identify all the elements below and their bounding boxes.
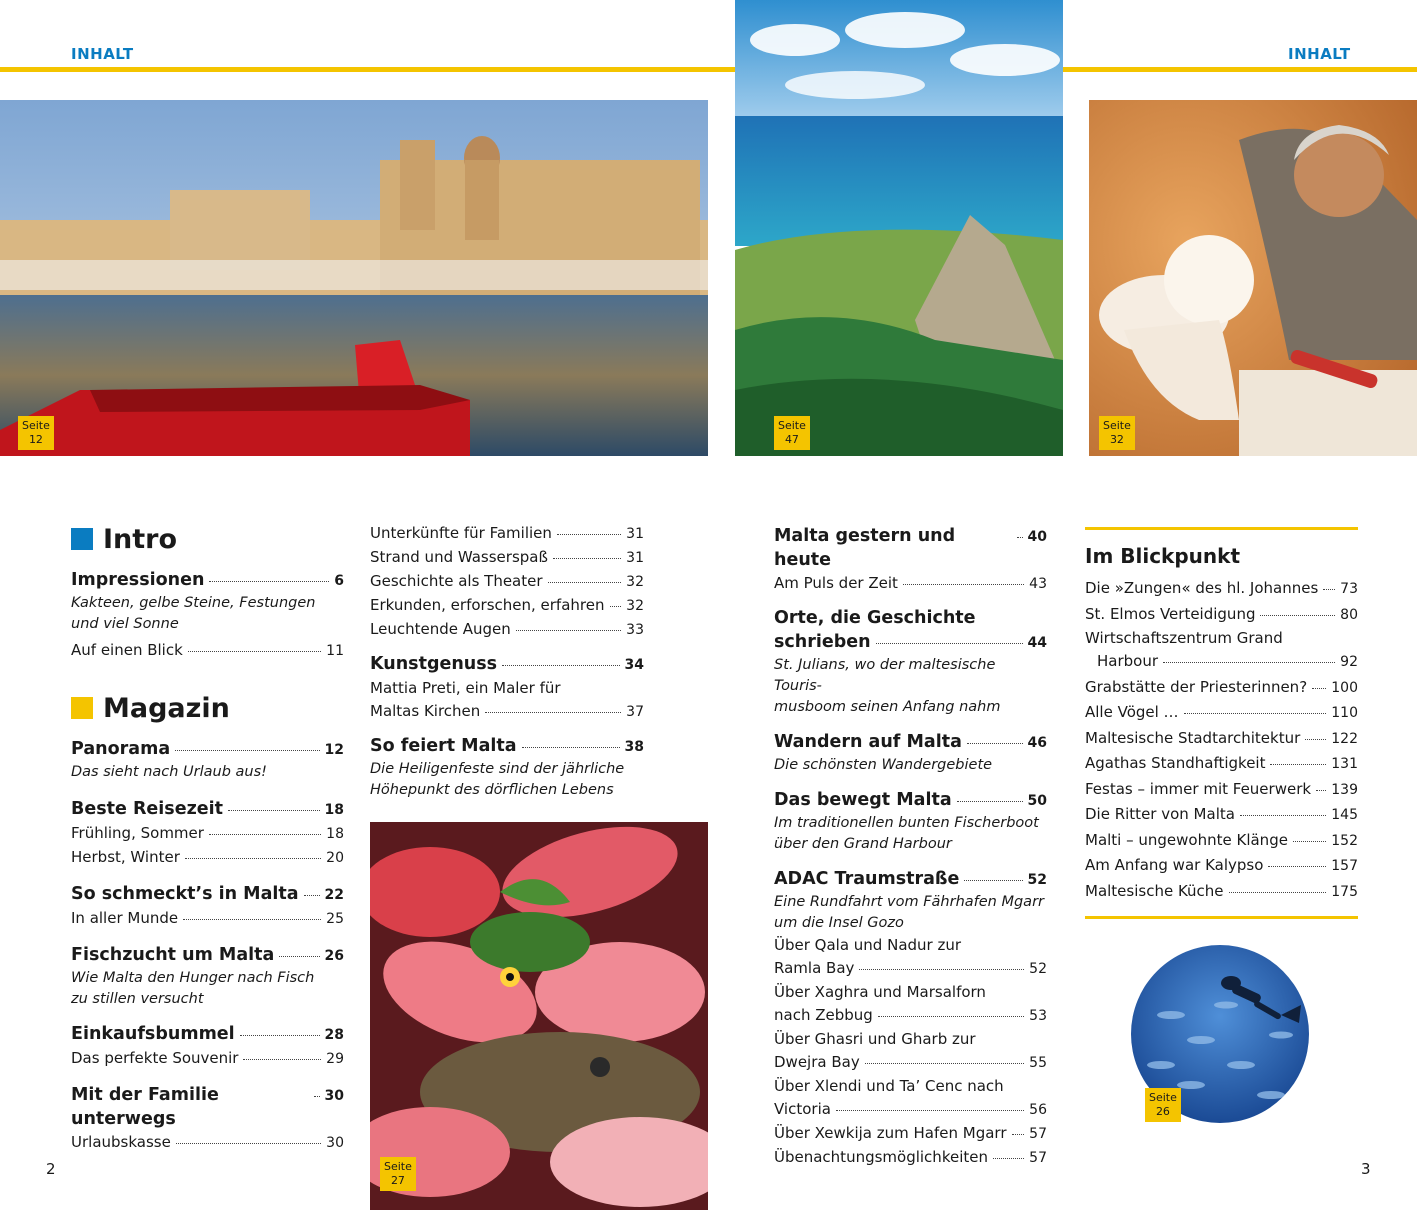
entry-title: Fischzucht um Malta bbox=[71, 945, 275, 965]
entry-page: 139 bbox=[1331, 781, 1358, 798]
toc-entry[interactable] bbox=[774, 1051, 1047, 1075]
entry-title: Maltesische Stadtarchitektur bbox=[1085, 728, 1301, 747]
toc-entry[interactable] bbox=[370, 652, 644, 677]
entry-page: 18 bbox=[324, 802, 344, 818]
entry-desc: und viel Sonne bbox=[71, 616, 179, 632]
entry-page: 73 bbox=[1340, 581, 1358, 597]
harbour-photo bbox=[0, 100, 708, 456]
entry-desc: Die schönsten Wandergebiete bbox=[774, 757, 993, 773]
section-marker bbox=[71, 528, 93, 550]
badge-page: 27 bbox=[390, 1174, 405, 1187]
entry-page: 33 bbox=[626, 622, 644, 638]
entry-page: 57 bbox=[1029, 1126, 1047, 1142]
sculptor-photo bbox=[1089, 100, 1417, 456]
toc-entry[interactable] bbox=[774, 1004, 1047, 1028]
toc-entry[interactable] bbox=[370, 618, 644, 642]
entry-title: Orte, die Geschichte bbox=[774, 608, 976, 628]
entry-title: Übenachtungsmöglichkeiten bbox=[774, 1148, 988, 1166]
entry-title: Malti – ungewohnte Klänge bbox=[1085, 830, 1288, 849]
entry-title: Über Xaghra und Marsalforn bbox=[774, 983, 986, 1001]
entry-title: ADAC Traumstraße bbox=[774, 869, 960, 889]
entry-title: Wirtschaftszentrum Grand bbox=[1085, 629, 1283, 647]
toc-entry[interactable] bbox=[774, 630, 1047, 655]
toc-entry[interactable] bbox=[1085, 675, 1358, 701]
toc-entry[interactable] bbox=[774, 1098, 1047, 1122]
page-badge bbox=[18, 416, 54, 450]
entry-title: Über Xewkija zum Hafen Mgarr bbox=[774, 1124, 1007, 1142]
entry-title: Harbour bbox=[1097, 652, 1159, 670]
entry-page: 32 bbox=[626, 574, 644, 590]
entry-title: So schmeckt’s in Malta bbox=[71, 884, 299, 904]
toc-column-4 bbox=[1085, 527, 1358, 919]
entry-title: In aller Munde bbox=[71, 909, 179, 927]
toc-entry[interactable] bbox=[1085, 777, 1358, 803]
entry-title: Ramla Bay bbox=[774, 959, 855, 977]
toc-entry[interactable] bbox=[1085, 649, 1358, 675]
toc-entry[interactable] bbox=[370, 570, 644, 594]
entry-page: 175 bbox=[1331, 883, 1358, 900]
entry-title: Über Qala und Nadur zur bbox=[774, 936, 962, 954]
entry-title: Kunstgenuss bbox=[370, 654, 498, 674]
entry-page: 11 bbox=[326, 643, 344, 659]
entry-page: 56 bbox=[1029, 1102, 1047, 1118]
entry-page: 6 bbox=[334, 573, 344, 589]
entry-title: Über Xlendi und Ta’ Cenc nach bbox=[774, 1077, 1004, 1095]
box-rule-bottom bbox=[1085, 916, 1358, 919]
page-number-right: 3 bbox=[1361, 1160, 1371, 1178]
entry-page: 25 bbox=[326, 911, 344, 927]
entry-page: 20 bbox=[326, 850, 344, 866]
toc-entry[interactable] bbox=[370, 522, 644, 546]
entry-title: Victoria bbox=[774, 1100, 831, 1118]
entry-title: nach Zebbug bbox=[774, 1006, 873, 1024]
section-magazin bbox=[71, 693, 344, 723]
badge-label: Seite bbox=[778, 419, 806, 432]
toc-entry[interactable] bbox=[774, 867, 1047, 892]
entry-page: 157 bbox=[1331, 858, 1358, 874]
entry-title: Maltas Kirchen bbox=[370, 702, 481, 720]
badge-label: Seite bbox=[384, 1160, 412, 1173]
entry-title: Dwejra Bay bbox=[774, 1053, 860, 1071]
toc-column-2 bbox=[370, 522, 644, 801]
badge-page: 32 bbox=[1109, 433, 1124, 446]
section-title: Magazin bbox=[103, 692, 230, 724]
toc-entry[interactable] bbox=[71, 797, 344, 822]
entry-title: Alle Vögel … bbox=[1085, 703, 1179, 721]
entry-title: Grabstätte der Priesterinnen? bbox=[1085, 677, 1308, 696]
entry-page: 55 bbox=[1029, 1055, 1047, 1071]
page-badge bbox=[380, 1157, 416, 1191]
section-marker bbox=[71, 697, 93, 719]
entry-title: Auf einen Blick bbox=[71, 641, 183, 659]
entry-title: Malta gestern und heute bbox=[774, 526, 956, 570]
entry-title: Die Ritter von Malta bbox=[1085, 805, 1235, 823]
entry-page: 57 bbox=[1029, 1150, 1047, 1166]
badge-page: 26 bbox=[1155, 1105, 1170, 1118]
page-number-left: 2 bbox=[46, 1160, 56, 1178]
entry-title: Panorama bbox=[71, 739, 171, 759]
toc-entry[interactable] bbox=[1085, 879, 1358, 905]
box-rule-top bbox=[1085, 527, 1358, 530]
entry-desc: musboom seinen Anfang nahm bbox=[774, 699, 1001, 715]
toc-entry[interactable] bbox=[71, 1022, 344, 1047]
entry-desc: über den Grand Harbour bbox=[774, 836, 952, 852]
toc-entry[interactable] bbox=[774, 572, 1047, 596]
entry-title: Erkunden, erforschen, erfahren bbox=[370, 596, 605, 614]
toc-entry[interactable] bbox=[774, 1146, 1047, 1170]
header-rule-right bbox=[1063, 67, 1417, 72]
entry-title: Herbst, Winter bbox=[71, 848, 180, 866]
entry-title: Am Anfang war Kalypso bbox=[1085, 856, 1264, 874]
toc-column-1 bbox=[71, 524, 344, 1155]
entry-title: Frühling, Sommer bbox=[71, 824, 204, 842]
entry-title: Urlaubskasse bbox=[71, 1133, 171, 1151]
toc-entry[interactable] bbox=[774, 730, 1047, 755]
toc-entry[interactable] bbox=[71, 943, 344, 968]
entry-title: Impressionen bbox=[71, 570, 205, 590]
entry-title: Unterkünfte für Familien bbox=[370, 524, 552, 542]
entry-page: 30 bbox=[324, 1088, 344, 1104]
entry-desc: St. Julians, wo der maltesische Touris- bbox=[774, 657, 996, 694]
entry-page: 80 bbox=[1340, 606, 1358, 623]
page-badge bbox=[1099, 416, 1135, 450]
entry-desc: Das sieht nach Urlaub aus! bbox=[71, 764, 267, 780]
page-badge bbox=[1145, 1088, 1181, 1122]
entry-page: 152 bbox=[1331, 832, 1358, 849]
entry-title: schrieben bbox=[774, 632, 871, 652]
entry-page: 52 bbox=[1027, 872, 1047, 888]
toc-entry[interactable] bbox=[370, 734, 644, 759]
entry-page: 145 bbox=[1331, 807, 1358, 823]
fish-photo bbox=[370, 822, 708, 1210]
entry-title: Mattia Preti, ein Maler für bbox=[370, 679, 561, 697]
toc-entry[interactable] bbox=[71, 846, 344, 870]
entry-page: 31 bbox=[626, 550, 644, 566]
badge-label: Seite bbox=[22, 419, 50, 432]
entry-title: Das perfekte Souvenir bbox=[71, 1049, 239, 1067]
entry-desc: Höhepunkt des dörflichen Lebens bbox=[370, 782, 614, 798]
entry-desc: Kakteen, gelbe Steine, Festungen bbox=[71, 595, 316, 611]
entry-title: Beste Reisezeit bbox=[71, 799, 223, 819]
entry-title: Geschichte als Theater bbox=[370, 572, 543, 590]
entry-page: 32 bbox=[626, 598, 644, 614]
entry-page: 100 bbox=[1331, 679, 1358, 696]
toc-entry[interactable] bbox=[71, 568, 344, 593]
toc-entry[interactable] bbox=[71, 1083, 344, 1131]
entry-title: Festas – immer mit Feuerwerk bbox=[1085, 779, 1312, 798]
entry-desc: Die Heiligenfeste sind der jährliche bbox=[370, 761, 625, 777]
badge-label: Seite bbox=[1149, 1091, 1177, 1104]
entry-title: Leuchtende Augen bbox=[370, 620, 511, 638]
entry-title: Am Puls der Zeit bbox=[774, 574, 898, 592]
toc-entry[interactable] bbox=[71, 1131, 344, 1155]
entry-page: 92 bbox=[1340, 654, 1358, 670]
toc-entry[interactable] bbox=[1085, 751, 1358, 777]
entry-page: 34 bbox=[624, 657, 644, 673]
toc-entry[interactable] bbox=[71, 822, 344, 846]
entry-page: 29 bbox=[326, 1051, 344, 1067]
entry-title: Wandern auf Malta bbox=[774, 732, 962, 752]
toc-entry[interactable] bbox=[1085, 853, 1358, 879]
badge-page: 12 bbox=[28, 433, 43, 446]
toc-entry[interactable] bbox=[1085, 602, 1358, 628]
badge-page: 47 bbox=[784, 433, 799, 446]
entry-page: 28 bbox=[324, 1027, 344, 1043]
entry-page: 110 bbox=[1331, 705, 1358, 721]
toc-entry[interactable] bbox=[1085, 828, 1358, 854]
toc-entry[interactable] bbox=[71, 882, 344, 907]
toc-entry[interactable] bbox=[774, 788, 1047, 813]
entry-page: 131 bbox=[1331, 756, 1358, 772]
entry-page: 46 bbox=[1027, 735, 1047, 751]
header-rule-left bbox=[0, 67, 735, 72]
entry-desc: zu stillen versucht bbox=[71, 991, 204, 1007]
entry-title: Über Ghasri und Gharb zur bbox=[774, 1030, 976, 1048]
toc-entry[interactable] bbox=[1085, 576, 1358, 602]
toc-entry[interactable] bbox=[774, 957, 1047, 981]
entry-page: 37 bbox=[626, 704, 644, 720]
toc-entry[interactable] bbox=[71, 907, 344, 931]
entry-page: 122 bbox=[1331, 730, 1358, 747]
entry-page: 44 bbox=[1027, 635, 1047, 651]
toc-entry[interactable] bbox=[774, 524, 1047, 572]
entry-title: So feiert Malta bbox=[370, 736, 517, 756]
entry-desc: Wie Malta den Hunger nach Fisch bbox=[71, 970, 315, 986]
toc-entry[interactable] bbox=[71, 1047, 344, 1071]
toc-entry[interactable] bbox=[370, 700, 644, 724]
entry-page: 26 bbox=[324, 948, 344, 964]
toc-entry[interactable] bbox=[774, 1122, 1047, 1146]
entry-title: Maltesische Küche bbox=[1085, 881, 1224, 900]
toc-entry[interactable] bbox=[1085, 700, 1358, 726]
entry-desc: Eine Rundfahrt vom Fährhafen Mgarr bbox=[774, 894, 1044, 910]
entry-desc: um die Insel Gozo bbox=[774, 915, 904, 931]
entry-page: 40 bbox=[1027, 529, 1047, 545]
entry-page: 31 bbox=[626, 526, 644, 542]
toc-entry[interactable] bbox=[1085, 726, 1358, 752]
header-right: INHALT bbox=[1288, 45, 1351, 63]
entry-page: 50 bbox=[1027, 793, 1047, 809]
toc-column-3 bbox=[774, 524, 1047, 1170]
section-intro bbox=[71, 524, 344, 554]
entry-desc: Im traditionellen bunten Fischerboot bbox=[774, 815, 1039, 831]
badge-label: Seite bbox=[1103, 419, 1131, 432]
entry-title: Das bewegt Malta bbox=[774, 790, 952, 810]
entry-page: 43 bbox=[1029, 576, 1047, 592]
entry-title: Die »Zungen« des hl. Johannes bbox=[1085, 579, 1319, 597]
blickpunkt-title: Im Blickpunkt bbox=[1085, 544, 1241, 568]
toc-entry[interactable] bbox=[370, 546, 644, 570]
entry-title: St. Elmos Verteidigung bbox=[1085, 604, 1256, 623]
entry-title: Agathas Standhaftigkeit bbox=[1085, 754, 1266, 772]
entry-page: 38 bbox=[624, 739, 644, 755]
entry-title: Strand und Wasserspaß bbox=[370, 548, 548, 566]
entry-page: 52 bbox=[1029, 961, 1047, 977]
entry-page: 53 bbox=[1029, 1008, 1047, 1024]
entry-page: 30 bbox=[326, 1135, 344, 1151]
toc-entry[interactable] bbox=[1085, 802, 1358, 828]
entry-page: 18 bbox=[326, 826, 344, 842]
toc-entry[interactable] bbox=[370, 594, 644, 618]
entry-page: 12 bbox=[324, 742, 344, 758]
entry-title: Einkaufsbummel bbox=[71, 1024, 235, 1044]
header-left: INHALT bbox=[71, 45, 134, 63]
entry-title: Mit der Familie unterwegs bbox=[71, 1085, 219, 1129]
section-title: Intro bbox=[103, 523, 178, 555]
toc-entry[interactable] bbox=[71, 639, 344, 663]
coast-photo bbox=[735, 0, 1063, 456]
page-badge bbox=[774, 416, 810, 450]
toc-entry[interactable] bbox=[71, 737, 344, 762]
entry-page: 22 bbox=[324, 887, 344, 903]
